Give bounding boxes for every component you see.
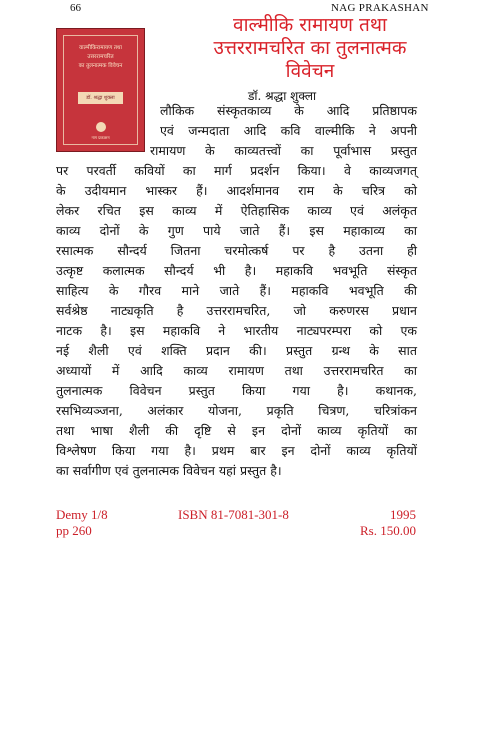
book-title-line: उत्तररामचरित का तुलनात्मक [213, 37, 407, 59]
cover-title-line: वाल्मीकिरामायण तथा उत्तररामचरित [79, 45, 122, 60]
book-cover-image [56, 28, 145, 152]
book-format: Demy 1/8 [56, 507, 108, 522]
publisher-logo-icon [96, 122, 106, 132]
publisher-header: NAG PRAKASHAN [331, 2, 429, 14]
description-line: तथा भाषा शैली की दृष्टि से इन दोनों काव्य कृतियों का [56, 423, 417, 438]
description-line: साहित्य के गौरव माने जाते हैं। महाकवि भवभूति की [56, 283, 417, 298]
description-line: नाटक है। इस महाकवि ने भारतीय नाट्यपरम्परा को एक [56, 323, 417, 338]
cover-border [63, 35, 138, 145]
isbn: ISBN 81-7081-301-8 [178, 507, 289, 522]
book-title-line: वाल्मीकि रामायण तथा [233, 14, 387, 36]
description-line: लौकिक संस्कृतकाव्य के आदि प्रतिष्ठापक [160, 103, 417, 118]
cover-publisher: नाग प्रकाशन [91, 135, 110, 140]
book-title-line: विवेचन [285, 60, 335, 82]
description-line: एवं जन्मदाता आदि कवि वाल्मीकि ने अपनी [160, 123, 417, 138]
description-line: रामायण के काव्यतत्त्वों का पूर्वाभास प्रस्तुत [150, 143, 417, 158]
description-line: काव्य दोनों के गुण पाये जाते हैं। इस महाकाव्य का [56, 223, 417, 238]
description-line: तुलनात्मक विवेचन प्रस्तुत किया गया है। कथानक, [56, 383, 417, 398]
description-line: सर्वश्रेष्ठ नाट्यकृति है उत्तररामचरित, जो करुणरस प्रधान [56, 303, 417, 318]
cover-title-line: का तुलनात्मक विवेचन [78, 63, 123, 69]
publication-year: 1995 [390, 507, 416, 522]
description-line: नई शैली एवं शक्ति प्रदान की। प्रस्तुत ग्रन्थ के सात [56, 343, 417, 358]
description-line: पर परवर्ती कवियों का मार्ग प्रदर्शन किया। वे काव्यजगत् [56, 163, 417, 178]
description-line: उत्कृष्ट कलात्मक सौन्दर्य भी है। महाकवि भवभूति संस्कृत [56, 263, 417, 278]
price: Rs. 150.00 [360, 523, 416, 538]
description-line: के उदीयमान भास्कर हैं। आदर्शमानव राम के चरित्र को [56, 183, 417, 198]
description-line: लेकर रचित इस काव्य में ऐतिहासिक काव्य एवं अलंकृत [56, 203, 417, 218]
book-author: डॉ. श्रद्धा शुक्ला [248, 89, 317, 103]
description-line: विश्लेषण किया गया है। प्रथम बार इन दोनों काव्य कृतियों [56, 443, 417, 458]
cover-author: डॉ. श्रद्धा शुक्ला [78, 92, 123, 104]
page-number: 66 [70, 2, 81, 14]
description-line: रसभिव्यञ्जना, अलंकार योजना, प्रकृति चित्रण, चरित्रांकन [56, 403, 417, 418]
cover-title [68, 44, 133, 71]
description-line: रसात्मक सौन्दर्य जितना चरमोत्कर्ष पर है उतना ही [56, 243, 417, 258]
description-line: अध्यायों में आदि काव्य रामायण तथा उत्तररामचरित का [56, 363, 417, 378]
description-line: का सर्वागीण एवं तुलनात्मक विवेचन यहां प्रस्तुत है। [56, 463, 282, 478]
page-count: pp 260 [56, 523, 92, 538]
